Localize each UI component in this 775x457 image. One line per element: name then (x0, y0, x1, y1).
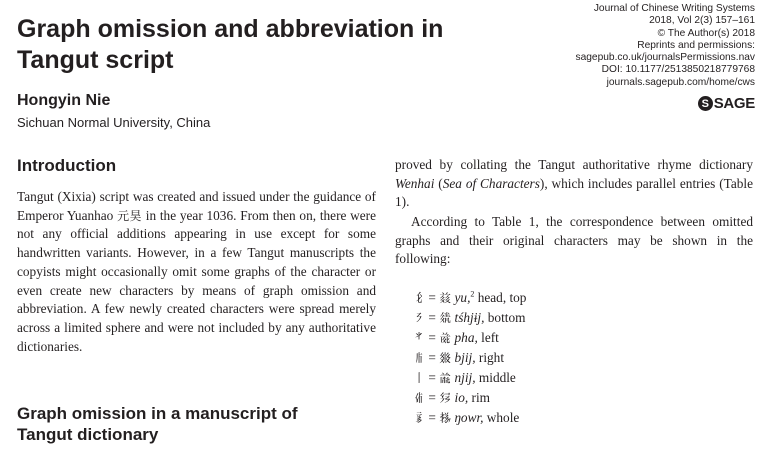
original-character: 𗉻 (439, 391, 452, 405)
right-paragraph-2: According to Table 1, the correspondence between omitted graphs and their original characters may be shown in the following: (395, 214, 753, 267)
transcription: njij, (454, 370, 476, 385)
original-character: 𗑱 (439, 371, 452, 385)
rp1-text-c: ), which includes parallel entries (Table 1). (395, 175, 753, 210)
equals-sign: = (425, 330, 440, 345)
introduction-heading: Introduction (17, 156, 117, 175)
section-heading-line1: Graph omission in a manuscript of (17, 404, 298, 423)
omitted-graph: 𘢕 (413, 291, 426, 305)
gloss: head, top (474, 290, 527, 305)
list-item (413, 308, 526, 328)
gloss: whole (483, 410, 520, 425)
rp1-text-b: ( (434, 175, 443, 191)
list-item (413, 288, 526, 308)
wenhai-title: Wenhai (395, 175, 435, 191)
journal-info (575, 3, 755, 89)
list-item (413, 388, 526, 408)
yuanhao-chinese: 元昊 (117, 208, 142, 223)
transcription: bjij, (454, 350, 476, 365)
gloss: bottom (484, 310, 526, 325)
transcription: pha, (454, 330, 478, 345)
equals-sign: = (425, 410, 440, 425)
equals-sign: = (425, 370, 440, 385)
original-character: 𗑠 (439, 291, 452, 305)
reprints-label: Reprints and permissions: (637, 39, 755, 51)
permissions-link[interactable]: sagepub.co.uk/journalsPermissions.nav (575, 52, 755, 64)
right-paragraph-1 (395, 156, 753, 212)
list-item (413, 328, 526, 348)
original-character: 𗯨 (439, 331, 452, 345)
section-heading-graph-omission (17, 403, 347, 445)
gloss: middle (475, 370, 516, 385)
list-item (413, 368, 526, 388)
equals-sign: = (425, 390, 440, 405)
journal-name: Journal of Chinese Writing Systems (593, 3, 755, 14)
copyright-line: © The Author(s) 2018 (657, 27, 755, 39)
rp1-text-a: proved by collating the Tangut authoritative rhyme dictionary (395, 157, 753, 172)
omitted-graph: 𘡸 (413, 351, 426, 365)
gloss: left (477, 330, 499, 345)
sea-of-characters-title: Sea of Characters (442, 175, 540, 191)
journal-volume: 2018, Vol 2(3) 157–161 (649, 15, 755, 27)
transcription: yu, (454, 290, 471, 305)
original-character: 𗾟 (439, 351, 452, 365)
omitted-graph: 𘠁 (413, 371, 426, 385)
equals-sign: = (425, 310, 440, 325)
sage-wordmark: SAGE (713, 95, 755, 112)
transcription: tśhjɨj, (454, 310, 485, 325)
equals-sign: = (425, 290, 440, 305)
doi-link[interactable]: DOI: 10.1177/2513850218779768 (601, 64, 755, 76)
intro-text-part1: Tangut (Xixia) script was created and issued under the guidance of Emperor Yuanhao (17, 189, 376, 223)
gloss: right (475, 350, 505, 365)
sage-logo (698, 95, 755, 112)
sage-circle-icon: S (698, 96, 713, 111)
list-item (413, 348, 526, 368)
intro-text-part2: in the year 1036. From then on, there were not any official additions appearing in use except for some handwritten variants. However, in a few Tangut manuscripts the copyists might occasionally omit some graphs of the character or even create new characters by means of graph omission and abbreviation. A few newly created characters were spread merely across a limited sphere and were not included by any authoritative dictionaries. (17, 207, 376, 354)
original-character: 𗨇 (439, 311, 452, 325)
article-title: Graph omission and abbreviation in Tangut script (17, 15, 444, 74)
omitted-graph: 𘡌 (413, 331, 426, 345)
correspondence-list (413, 288, 526, 428)
omitted-graph: 𘥟 (413, 411, 426, 425)
introduction-paragraph (17, 188, 376, 356)
author-affiliation: Sichuan Normal University, China (17, 115, 211, 130)
author-name: Hongyin Nie (17, 92, 111, 109)
equals-sign: = (425, 350, 440, 365)
journal-homepage-link[interactable]: journals.sagepub.com/home/cws (606, 76, 755, 88)
gloss: rim (468, 390, 490, 405)
omitted-graph: 𘣊 (413, 391, 426, 405)
transcription: io, (454, 390, 469, 405)
transcription: ŋowr, (454, 410, 484, 425)
footnote-mark: 2 (470, 289, 475, 299)
section-heading-line2: Tangut dictionary (17, 425, 159, 444)
omitted-graph: 𘠄 (413, 311, 426, 325)
list-item (413, 408, 526, 428)
original-character: 𗈪 (439, 411, 452, 425)
